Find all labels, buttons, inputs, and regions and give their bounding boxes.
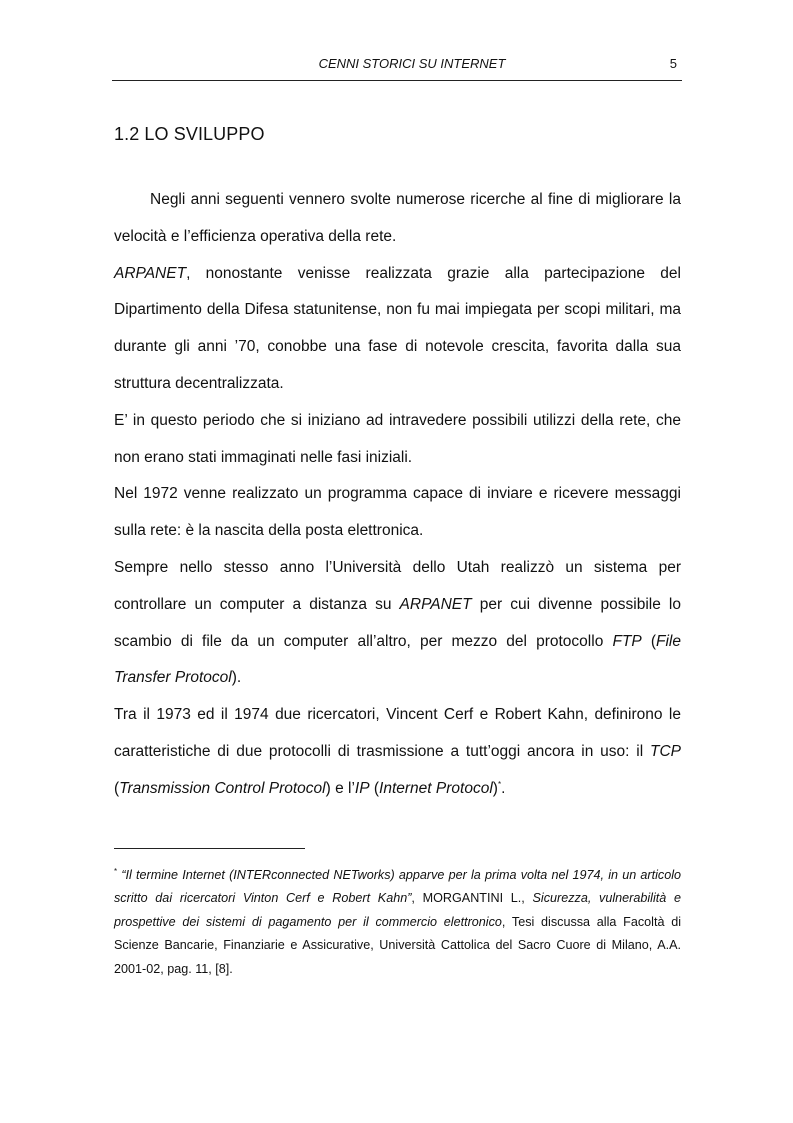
paragraph-6-text-d: ( xyxy=(369,779,380,797)
paragraph-5-text-c: ( xyxy=(641,632,657,650)
paragraph-6-text-f: . xyxy=(501,779,506,797)
term-file-transfer-protocol: File Transfer Protocol xyxy=(114,632,681,687)
paragraph-5-text-b: per cui divenne possibile lo scambio di file da un computer all’altro, per mezzo del protocollo xyxy=(114,595,681,650)
section-title: 1.2 LO SVILUPPO xyxy=(114,124,265,144)
term-arpanet: ARPANET xyxy=(114,264,187,282)
paragraph-2-text: , nonostante venisse realizzata grazie alla partecipazione del Dipartimento della Difesa statunitense, non fu mai impiegata per scopi militari, ma durante gli anni ’70, conobbe una fase di notevole crescita, favorita dalla sua struttura decentralizzata. xyxy=(114,264,681,392)
body-text xyxy=(114,182,681,808)
footnote-quote: “Il termine Internet (INTERconnected NETworks) apparve per la prima volta nel 1974, in un articolo scritto dai ricercatori Vinton Cerf e Robert Kahn” xyxy=(114,868,681,906)
running-header xyxy=(112,56,682,80)
footnote-marker: * xyxy=(114,866,118,876)
paragraph-6-text-c: ) e l’ xyxy=(325,779,355,797)
footnote-details: , Tesi discussa alla Facoltà di Scienze Bancarie, Finanziarie e Assicurative, Università Cattolica del Sacro Cuore di Milano, A.A. 2001-02, pag. 11, [8]. xyxy=(114,914,681,976)
footnote xyxy=(114,864,681,981)
paragraph-5 xyxy=(114,550,681,697)
paragraph-1: Negli anni seguenti vennero svolte numerose ricerche al fine di migliorare la velocità e l’efficienza operativa della rete. xyxy=(114,191,681,245)
paragraph-6-text-a: Tra il 1973 ed il 1974 due ricercatori, Vincent Cerf e Robert Kahn, definirono le caratteristiche di due protocolli di trasmissione a tutt’oggi ancora in uso: il xyxy=(114,706,681,760)
term-ip: IP xyxy=(354,779,370,797)
term-ftp: FTP xyxy=(612,632,642,650)
header-divider xyxy=(112,80,682,81)
paragraph-5-text-d: ). xyxy=(231,669,242,687)
term-tcp: TCP xyxy=(650,742,681,760)
paragraph-2 xyxy=(114,256,681,403)
paragraph-4: Nel 1972 venne realizzato un programma capace di inviare e ricevere messaggi sulla rete: è la nascita della posta elettronica. xyxy=(114,485,681,540)
footnote-work-title: Sicurezza, vulnerabilità e prospettive dei sistemi di pagamento per il commercio elettronico xyxy=(114,891,681,929)
paragraph-6 xyxy=(114,697,681,807)
paragraph-6-text-b: ( xyxy=(114,779,120,797)
footnote-divider xyxy=(114,848,305,849)
term-transmission-control-protocol: Transmission Control Protocol xyxy=(119,779,326,797)
page-number: 5 xyxy=(669,56,677,71)
term-arpanet: ARPANET xyxy=(399,595,472,613)
term-internet-protocol: Internet Protocol xyxy=(379,779,493,797)
paragraph-6-text-e: ) xyxy=(492,779,498,797)
paragraph-5-text-a: Sempre nello stesso anno l’Università dello Utah realizzò un sistema per controllare un computer a distanza su xyxy=(114,558,681,613)
paragraph-3: E’ in questo periodo che si iniziano ad intravedere possibili utilizzi della rete, che non erano stati immaginati nelle fasi iniziali. xyxy=(114,411,681,466)
footnote-reference[interactable]: * xyxy=(497,779,502,789)
running-title: CENNI STORICI SU INTERNET xyxy=(318,56,506,71)
footnote-author: , MORGANTINI L., xyxy=(411,891,533,906)
